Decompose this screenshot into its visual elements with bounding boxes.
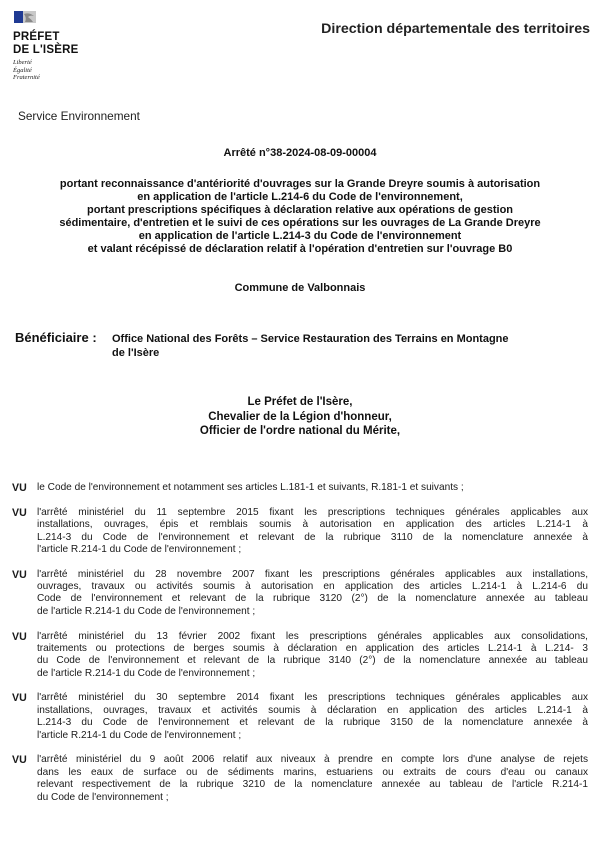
beneficiary-label: Bénéficiaire :: [15, 330, 97, 345]
vu-item: [12, 507, 588, 557]
vu-item: [12, 569, 588, 619]
vu-line: l'arrêté ministériel du 11 septembre 2015 fixant les prescriptions techniques générales applicables aux: [37, 506, 588, 518]
vu-line: installations, ouvrages, épis et remblais soumis à autorisation en application des articles L.214-1 à: [37, 519, 588, 531]
vu-line: l'arrêté ministériel du 9 août 2006 relatif aux niveaux à prendre en compte lors d'une analyse de rejets: [37, 754, 588, 766]
vu-line: Code de l'environnement et relevant de la rubrique 3120 (2°) de la nomenclature annexée au tableau: [37, 593, 588, 605]
vu-item: [12, 692, 588, 742]
prefecture-logo: [13, 10, 103, 82]
prefect-line: Officier de l'ordre national du Mérite,: [199, 425, 401, 437]
vu-line: le Code de l'environnement et notamment ses articles L.181-1 et suivants, R.181-1 et suivants ;: [37, 482, 464, 493]
logo-line-2: DE L'ISÈRE: [13, 43, 79, 56]
commune-name: Commune de Valbonnais: [234, 282, 366, 294]
vu-line: l'arrêté ministériel du 28 novembre 2007 fixant les prescriptions générales applicables aux installations,: [37, 568, 588, 580]
prefect-line: Le Préfet de l'Isère,: [247, 396, 353, 408]
service-name: Service Environnement: [18, 109, 140, 123]
beneficiary-line: de l'Isère: [112, 347, 160, 359]
prefect-titles: [0, 395, 600, 439]
motto-egalite: Égalité: [13, 66, 32, 74]
vu-label: VU: [12, 482, 27, 494]
vu-line: installations, ouvrages, travaux et activités soumis à déclaration en application des articles L.214-1 à: [37, 704, 588, 716]
vu-item: [12, 631, 588, 681]
vu-line: l'arrêté ministériel du 30 septembre 2014 fixant les prescriptions techniques générales applicables aux: [37, 692, 588, 704]
logo-line-1: PRÉFET: [13, 31, 60, 43]
vu-line: l'arrêté ministériel du 13 février 2002 fixant les prescriptions générales applicables aux consolidations,: [37, 630, 588, 642]
purpose-line: sédimentaire, d'entretien et le suivi de ces opérations sur les ouvrages de La Grande Dreyre: [59, 217, 541, 230]
vu-label: VU: [12, 754, 27, 767]
vu-line: de l'article R.214-1 du Code de l'environnement ;: [37, 605, 256, 617]
vu-line: dans les eaux de surface ou de sédiments marins, estuariens ou extraits de cours d'eau ou canaux: [37, 766, 588, 778]
purpose-line: en application de l'article L.214-3 du Code de l'environnement: [138, 230, 462, 243]
vu-line: ouvrages, travaux ou activités soumis à autorisation en application des articles L.214-1 à L.214-6 du: [37, 581, 588, 593]
motto-fraternite: Fraternité: [13, 74, 40, 82]
vu-line: du Code de l'environnement ;: [37, 791, 169, 803]
vu-item: [12, 482, 588, 494]
motto-liberte: Liberté: [13, 59, 32, 66]
vu-line: traitements ou protections de berges soumis à déclaration en application des articles L.214-1 à L.214- 3: [37, 642, 588, 654]
vu-label: VU: [12, 568, 27, 581]
vu-label: VU: [12, 630, 27, 643]
vu-line: relevant respectivement de la rubrique 3210 de la nomenclature annexée au tableau de l'article R.214-1: [37, 779, 588, 791]
decree-purpose: [0, 178, 600, 257]
vu-line: L.214-3 du Code de l'environnement et relevant de la rubrique 3150 de la nomenclature annexée à: [37, 717, 588, 729]
purpose-line: portant reconnaissance d'antériorité d'ouvrages sur la Grande Dreyre soumis à autorisation: [59, 178, 541, 190]
vu-label: VU: [12, 692, 27, 705]
direction-heading: Direction départementale des territoires: [321, 21, 590, 37]
logo-motto: [13, 59, 103, 82]
purpose-line: et valant récépissé de déclaration relatif à l'opération d'entretien sur l'ouvrage B0: [87, 243, 513, 256]
beneficiary-line: Office National des Forêts – Service Restauration des Terrains en Montagne: [112, 333, 509, 345]
purpose-line: en application de l'article L.214-6 du Code de l'environnement,: [137, 191, 463, 204]
marianne-icon: [14, 11, 36, 23]
purpose-line: portant prescriptions spécifiques à déclaration relative aux opérations de gestion: [86, 204, 514, 217]
vu-line: de l'article R.214-1 du Code de l'environnement ;: [37, 667, 256, 679]
vu-line: l'article R.214-1 du Code de l'environnement ;: [37, 543, 242, 555]
vu-line: du Code de l'environnement et relevant de la rubrique 3140 (2°) de la nomenclature annexée au tableau: [37, 655, 588, 667]
vu-label: VU: [12, 506, 27, 519]
beneficiary-value: [112, 332, 509, 360]
decree-title: Arrêté n°38-2024-08-09-00004: [223, 147, 377, 159]
prefect-line: Chevalier de la Légion d'honneur,: [208, 410, 392, 423]
vu-line: L.214-3 du Code de l'environnement et relevant de la rubrique 3110 de la nomenclature annexée à: [37, 531, 588, 543]
vu-line: l'article R.214-1 du Code de l'environnement ;: [37, 729, 242, 741]
vu-list: [12, 482, 588, 816]
vu-item: [12, 754, 588, 804]
